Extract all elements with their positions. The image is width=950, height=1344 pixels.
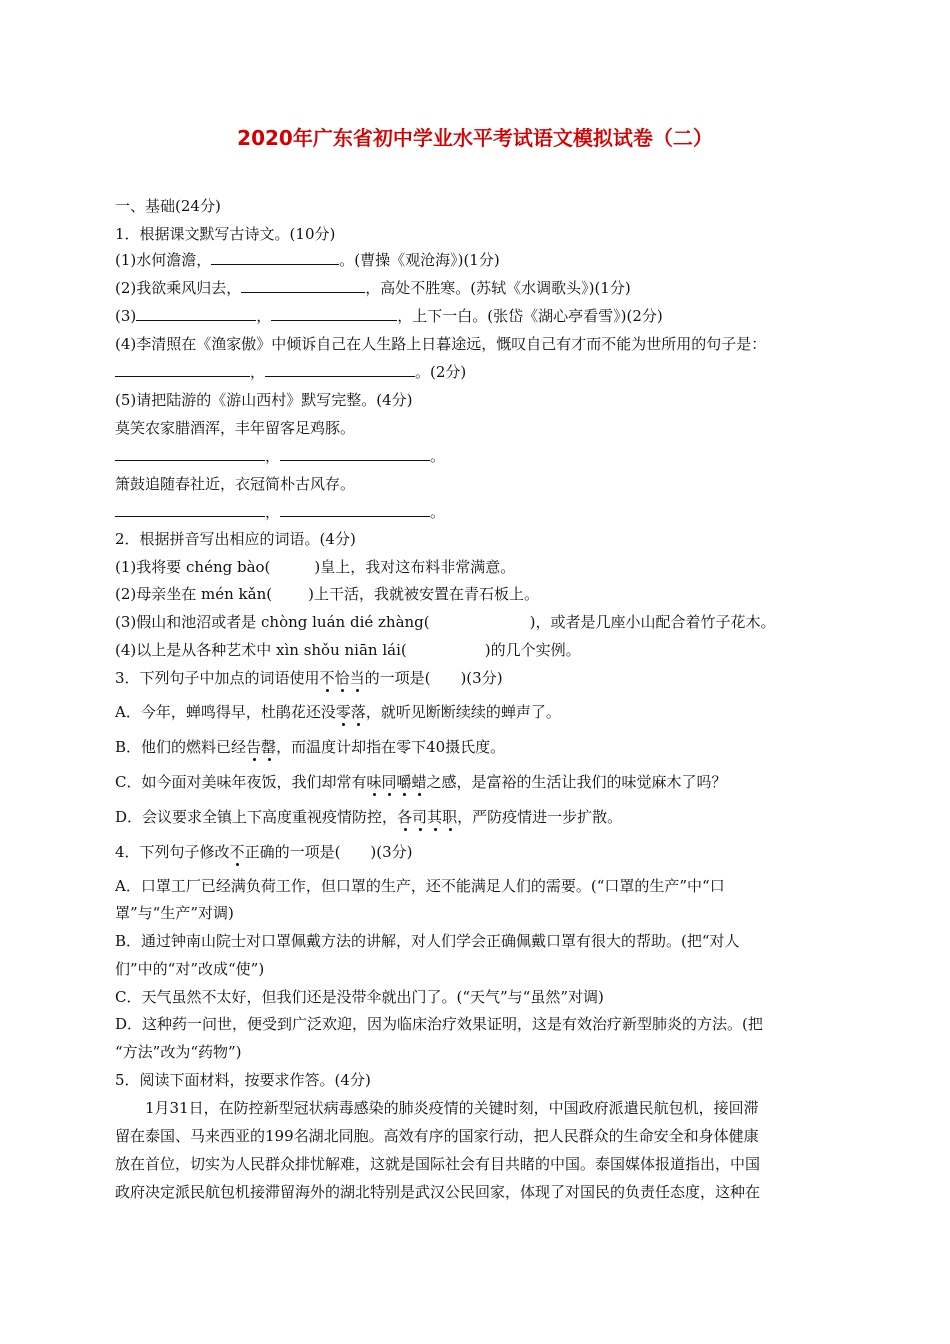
dotted-char: 蜡 [411, 773, 427, 791]
poem-line-2: 箫鼓追随春社近，衣冠简朴古风存。 [115, 475, 356, 493]
period: 。 [430, 447, 446, 465]
q3-stem-text: 3．下列句子中加点的词语使用 [115, 669, 320, 687]
q4-option-d[interactable]: D．这种药一问世，便受到广泛欢迎，因为临床治疗效果证明，这是有效治疗新型肺炎的方法。(把 [115, 1015, 763, 1033]
q1-item-4-blanks [115, 362, 466, 382]
q2-2-text: (2)母亲坐在 mén kǎn( [115, 585, 273, 603]
q1-item-3 [115, 306, 663, 326]
dotted-char: 落 [350, 703, 366, 721]
q3-stem [115, 668, 503, 688]
dotted-char: 其 [427, 808, 443, 826]
q4-stem-text: 4．下列句子修改 [115, 843, 230, 861]
q1-item-4: (4)李清照在《渔家傲》中倾诉自己在人生路上日暮途远，慨叹自己有才而不能为世所用的句子是： [115, 335, 767, 353]
q4-option-a-cont: 罩”与“生产”对调) [115, 904, 234, 922]
answer-blank[interactable] [115, 362, 250, 377]
q1-4-score: 。(2分) [415, 363, 467, 381]
option-text-end: 之感，是富裕的生活让我们的味觉麻木了吗？ [426, 773, 727, 791]
q4-stem-end: 正确的一项是( )(3分) [244, 843, 413, 861]
answer-blank[interactable] [211, 250, 339, 265]
answer-blank[interactable] [271, 306, 397, 321]
period: 。 [430, 503, 446, 521]
poem-blanks-2 [115, 502, 445, 522]
comma: ， [265, 503, 281, 521]
option-text: B．他们的燃料已经 [115, 738, 247, 756]
q1-1-source: 。(曹操《观沧海》)(1分) [339, 251, 500, 269]
q5-material-line: 1月31日，在防控新型冠状病毒感染的肺炎疫情的关键时刻，中国政府派遣民航包机，接回滞 [145, 1099, 759, 1117]
dotted-char: 不 [229, 843, 245, 861]
q3-option-b[interactable] [115, 737, 505, 757]
dotted-char: 味 [366, 773, 382, 791]
q1-stem: 1．根据课文默写古诗文。(10分) [115, 225, 336, 243]
dotted-char: 恰 [334, 669, 350, 687]
answer-blank[interactable] [136, 306, 256, 321]
q5-material-line: 留在泰国、马来西亚的199名湖北同胞。高效有序的国家行动，把人民群众的生命安全和身体健康 [115, 1127, 759, 1145]
q4-option-d-cont: “方法”改为“药物”) [115, 1043, 242, 1061]
q2-stem: 2．根据拼音写出相应的词语。(4分) [115, 530, 356, 548]
q1-3-source: ，上下一白。(张岱《湖心亭看雪》)(2分) [397, 307, 663, 325]
option-text-end: ，严防疫情进一步扩散。 [457, 808, 623, 826]
dotted-char: 职 [442, 808, 458, 826]
dotted-char: 当 [349, 669, 365, 687]
q2-4-text: (4)以上是从各种艺术中 xìn shǒu niān lái( [115, 641, 407, 659]
dotted-char: 告 [246, 738, 262, 756]
comma: ， [265, 447, 281, 465]
option-text-end: ，就听见断断续续的蝉声了。 [365, 703, 561, 721]
q2-1-text: (1)我将要 chéng bào( [115, 558, 271, 576]
answer-blank[interactable] [280, 502, 430, 517]
q4-option-a[interactable]: A．口罩工厂已经满负荷工作，但口罩的生产，还不能满足人们的需要。(“口罩的生产”中“口 [115, 877, 725, 895]
poem-line-1: 莫笑农家腊酒浑，丰年留客足鸡豚。 [115, 419, 356, 437]
q3-stem-end: 的一项是( )(3分) [364, 669, 503, 687]
dotted-char: 零 [335, 703, 351, 721]
q2-item-4 [115, 640, 581, 660]
q3-option-d[interactable] [115, 807, 622, 827]
q2-1-text-end: )皇上，我对这布料非常满意。 [314, 558, 516, 576]
q2-item-1 [115, 557, 515, 577]
q4-stem [115, 842, 413, 862]
q2-item-3 [115, 612, 776, 632]
q1-1-text: (1)水何澹澹， [115, 251, 212, 269]
dotted-char: 嚼 [396, 773, 412, 791]
dotted-char: 罄 [261, 738, 277, 756]
q1-item-5: (5)请把陆游的《游山西村》默写完整。(4分) [115, 391, 413, 409]
q2-3-text-end: )，或者是几座小山配合着竹子花木。 [529, 613, 776, 631]
q3-option-a[interactable] [115, 702, 561, 722]
answer-blank[interactable] [115, 502, 265, 517]
dotted-char: 同 [381, 773, 397, 791]
option-text: C．如今面对美味年夜饭，我们却常有 [115, 773, 367, 791]
dotted-char: 各 [397, 808, 413, 826]
q5-material-line: 放在首位，切实为人民群众排忧解难，这就是国际社会有目共睹的中国。泰国媒体报道指出，中国 [115, 1155, 761, 1173]
q1-item-2 [115, 278, 631, 298]
answer-blank[interactable] [280, 446, 430, 461]
q1-2-text: (2)我欲乘风归去， [115, 279, 242, 297]
q2-4-text-end: )的几个实例。 [484, 641, 581, 659]
q4-option-c[interactable]: C．天气虽然不太好，但我们还是没带伞就出门了。(“天气”与“虽然”对调) [115, 988, 604, 1006]
q4-option-b-cont: 们”中的“对”改成“使”) [115, 960, 265, 978]
q2-3-text: (3)假山和池沼或者是 chòng luán dié zhàng( [115, 613, 430, 631]
page-title: 2020年广东省初中学业水平考试语文模拟试卷（二） [237, 126, 713, 150]
q2-item-2 [115, 584, 539, 604]
answer-blank[interactable] [241, 278, 365, 293]
option-text-end: ，而温度计却指在零下40摄氏度。 [276, 738, 506, 756]
option-text: D．会议要求全镇上下高度重视疫情防控， [115, 808, 398, 826]
q2-2-text-end: )上干活，我就被安置在青石板上。 [308, 585, 539, 603]
q5-stem: 5．阅读下面材料，按要求作答。(4分) [115, 1071, 371, 1089]
q1-item-1 [115, 250, 500, 270]
answer-blank[interactable] [265, 362, 415, 377]
q1-2-source: ，高处不胜寒。(苏轼《水调歌头》)(1分) [365, 279, 631, 297]
q5-material-line: 政府决定派民航包机接滞留海外的湖北特别是武汉公民回家，体现了对国民的负责任态度，这种在 [115, 1183, 761, 1201]
dotted-char: 不 [319, 669, 335, 687]
q4-option-b[interactable]: B．通过钟南山院士对口罩佩戴方法的讲解，对人们学会正确佩戴口罩有很大的帮助。(把“对人 [115, 932, 740, 950]
option-text: A．今年，蝉鸣得早，杜鹃花还没 [115, 703, 336, 721]
comma: ， [250, 363, 266, 381]
poem-blanks-1 [115, 446, 445, 466]
q1-3-text: (3) [115, 307, 137, 325]
q3-option-c[interactable] [115, 772, 727, 792]
section-heading: 一、基础(24分) [115, 197, 221, 215]
dotted-char: 司 [412, 808, 428, 826]
comma: ， [256, 307, 272, 325]
answer-blank[interactable] [115, 446, 265, 461]
